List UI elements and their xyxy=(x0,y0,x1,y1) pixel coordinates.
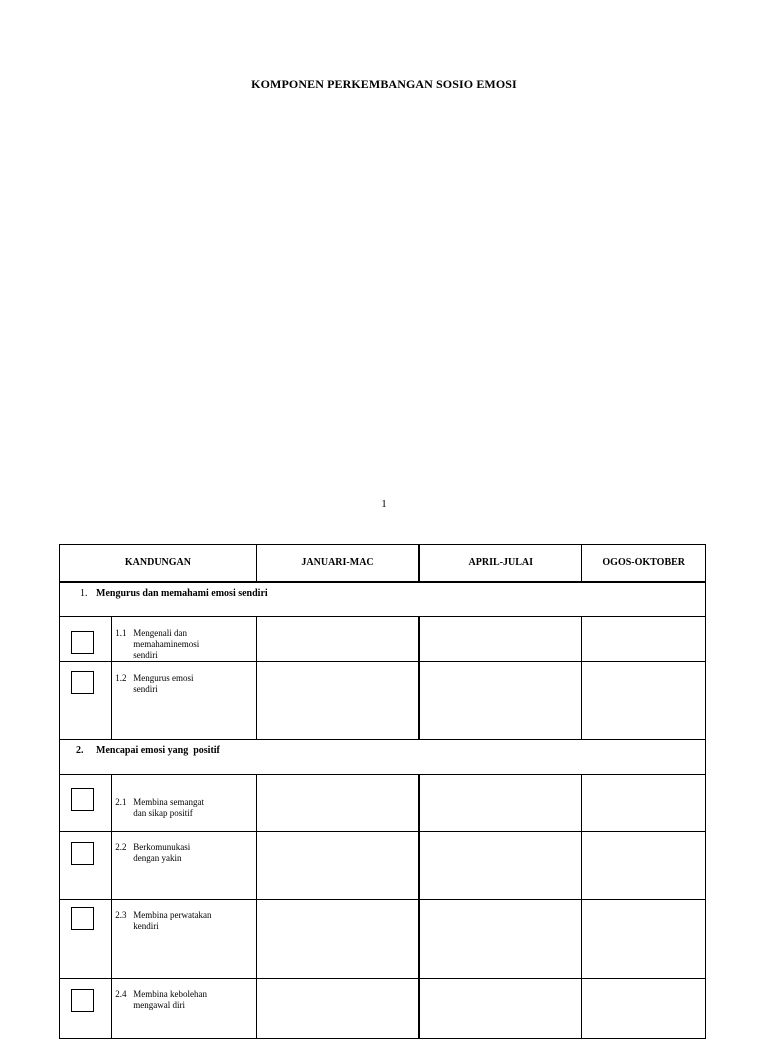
april-julai-cell[interactable] xyxy=(419,832,582,900)
item-label: Berkomunukasi dengan yakin xyxy=(133,842,191,863)
ogos-oktober-cell[interactable] xyxy=(582,979,706,1039)
item-number: 2.1 xyxy=(115,797,127,807)
item-cell xyxy=(112,832,257,900)
item-label: Membina perwatakan kendiri xyxy=(133,910,212,931)
checkbox-cell xyxy=(60,832,112,900)
item-row xyxy=(60,979,706,1039)
ogos-oktober-cell[interactable] xyxy=(582,617,706,662)
ogos-oktober-cell[interactable] xyxy=(582,900,706,979)
item-cell xyxy=(112,979,257,1039)
item-cell xyxy=(112,662,257,740)
item-label: Mengurus emosi sendiri xyxy=(133,673,194,694)
item-cell xyxy=(112,775,257,832)
header-kandungan: KANDUNGAN xyxy=(60,545,257,582)
item-row xyxy=(60,832,706,900)
item-label: Mengenali dan memahaminemosi sendiri xyxy=(133,628,200,660)
item-number: 2.2 xyxy=(115,842,127,852)
item-checkbox[interactable] xyxy=(71,671,94,694)
januari-mac-cell[interactable] xyxy=(256,900,419,979)
document-title: KOMPONEN PERKEMBANGAN SOSIO EMOSI xyxy=(251,77,517,91)
januari-mac-cell[interactable] xyxy=(256,979,419,1039)
april-julai-cell[interactable] xyxy=(419,900,582,979)
item-label: Membina kebolehan mengawal diri xyxy=(133,989,207,1010)
item-number: 2.3 xyxy=(115,910,127,920)
item-row xyxy=(60,662,706,740)
item-number: 1.2 xyxy=(115,673,127,683)
april-julai-cell[interactable] xyxy=(419,617,582,662)
item-checkbox[interactable] xyxy=(71,907,94,930)
page-number: 1 xyxy=(381,498,387,510)
item-cell xyxy=(112,617,257,662)
section-number: 1. xyxy=(80,587,88,599)
section-title: Mencapai emosi yang positif xyxy=(96,745,220,756)
section-heading xyxy=(60,582,706,617)
item-row xyxy=(60,900,706,979)
checkbox-cell xyxy=(60,617,112,662)
januari-mac-cell[interactable] xyxy=(256,775,419,832)
header-januari-mac: JANUARI-MAC xyxy=(256,545,419,582)
ogos-oktober-cell[interactable] xyxy=(582,775,706,832)
item-number: 2.4 xyxy=(115,989,127,999)
april-julai-cell[interactable] xyxy=(419,979,582,1039)
item-row xyxy=(60,775,706,832)
item-checkbox[interactable] xyxy=(71,989,94,1012)
item-row xyxy=(60,617,706,662)
checkbox-cell xyxy=(60,979,112,1039)
section-heading xyxy=(60,740,706,775)
april-julai-cell[interactable] xyxy=(419,662,582,740)
januari-mac-cell[interactable] xyxy=(256,617,419,662)
checkbox-cell xyxy=(60,775,112,832)
section-row xyxy=(60,582,706,617)
item-checkbox[interactable] xyxy=(71,842,94,865)
assessment-table xyxy=(59,544,706,1039)
ogos-oktober-cell[interactable] xyxy=(582,662,706,740)
item-number: 1.1 xyxy=(115,628,127,638)
januari-mac-cell[interactable] xyxy=(256,662,419,740)
april-julai-cell[interactable] xyxy=(419,775,582,832)
section-row xyxy=(60,740,706,775)
item-cell xyxy=(112,900,257,979)
checkbox-cell xyxy=(60,662,112,740)
item-checkbox[interactable] xyxy=(71,631,94,654)
header-april-julai: APRIL-JULAI xyxy=(419,545,582,582)
item-checkbox[interactable] xyxy=(71,788,94,811)
januari-mac-cell[interactable] xyxy=(256,832,419,900)
header-row xyxy=(60,545,706,582)
checkbox-cell xyxy=(60,900,112,979)
section-number: 2. xyxy=(76,745,84,756)
ogos-oktober-cell[interactable] xyxy=(582,832,706,900)
item-label: Membina semangat dan sikap positif xyxy=(133,797,204,818)
section-title: Mengurus dan memahami emosi sendiri xyxy=(96,587,268,599)
header-ogos-oktober: OGOS-OKTOBER xyxy=(582,545,706,582)
